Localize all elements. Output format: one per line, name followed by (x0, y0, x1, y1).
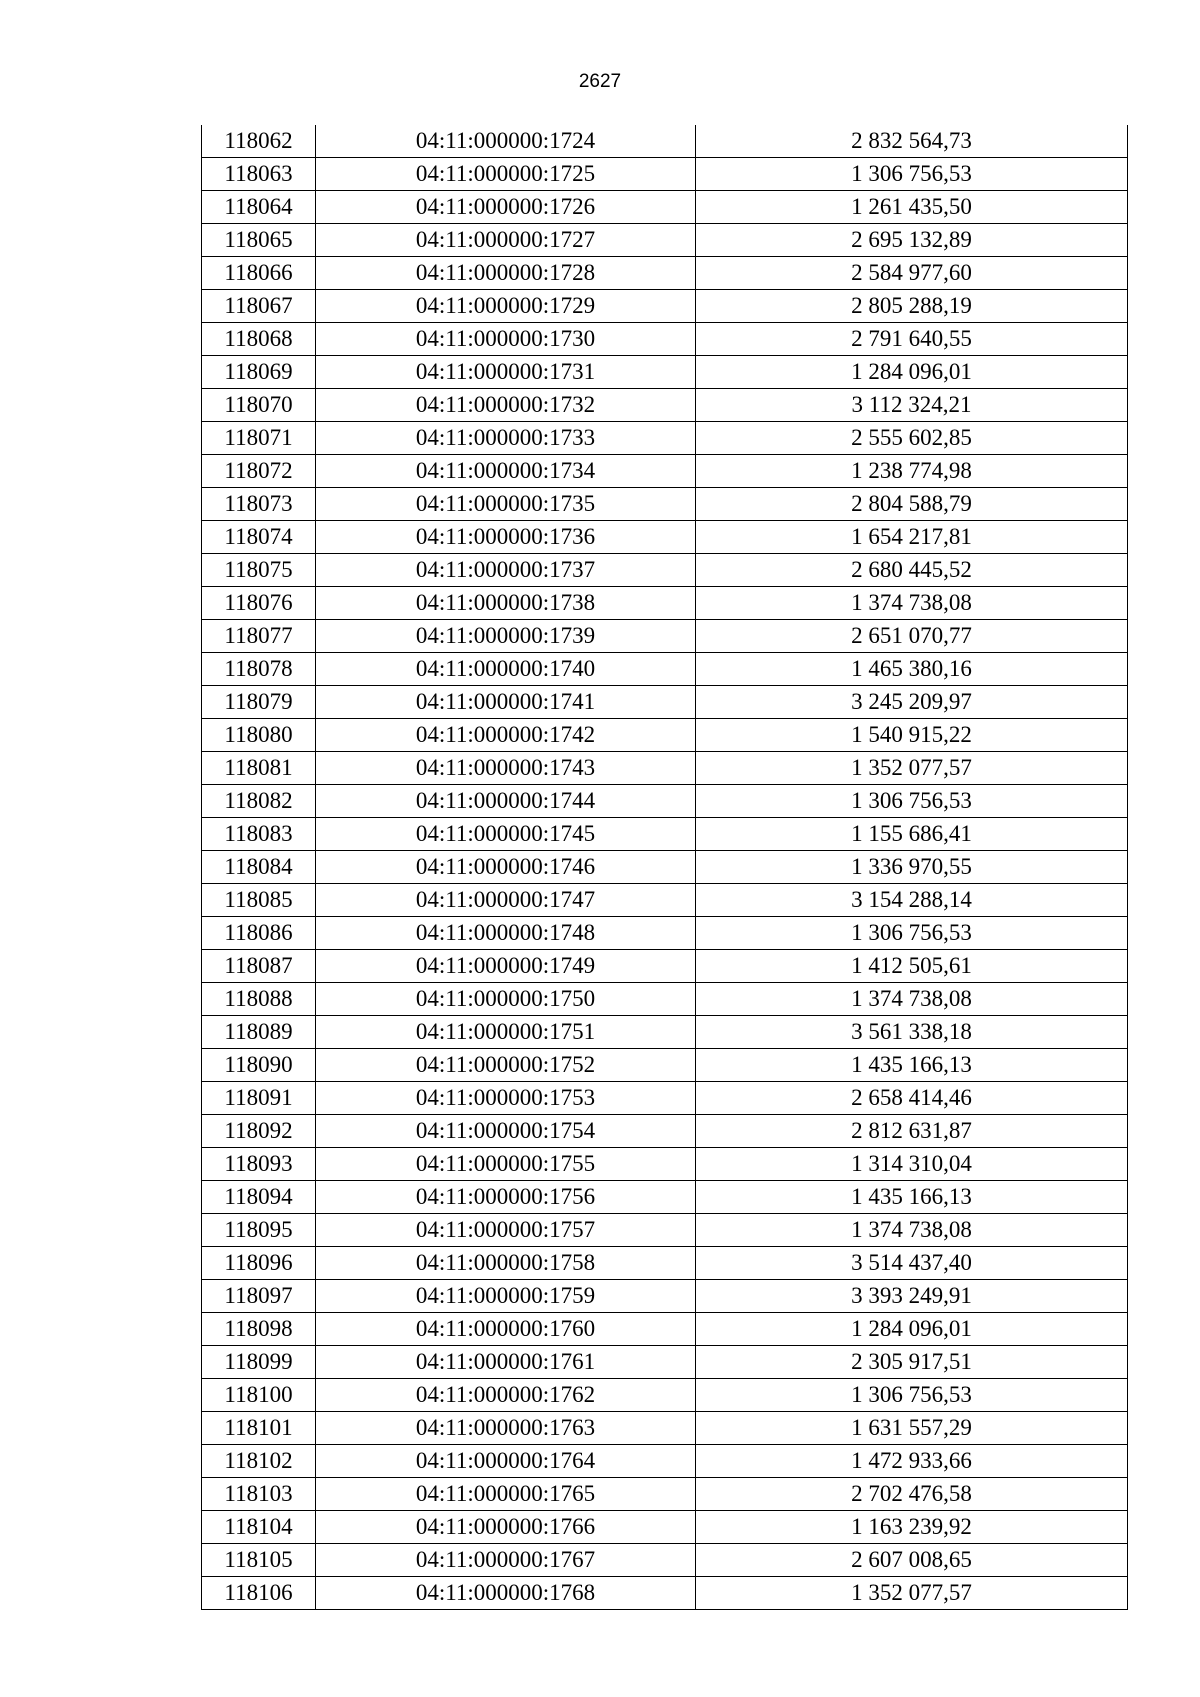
cadastral-number-cell: 04:11:000000:1745 (316, 818, 696, 851)
row-id-cell: 118068 (202, 323, 316, 356)
cadastral-number-cell: 04:11:000000:1731 (316, 356, 696, 389)
cadastral-value-cell: 2 658 414,46 (696, 1082, 1128, 1115)
table-row (202, 983, 1128, 1016)
cadastral-number-cell: 04:11:000000:1733 (316, 422, 696, 455)
table-row (202, 1016, 1128, 1049)
table-row (202, 686, 1128, 719)
cadastral-number-cell: 04:11:000000:1754 (316, 1115, 696, 1148)
row-id-cell: 118082 (202, 785, 316, 818)
row-id-cell: 118100 (202, 1379, 316, 1412)
cadastral-number-cell: 04:11:000000:1727 (316, 224, 696, 257)
row-id-cell: 118073 (202, 488, 316, 521)
cadastral-value-cell: 2 695 132,89 (696, 224, 1128, 257)
cadastral-value-cell: 1 306 756,53 (696, 917, 1128, 950)
cadastral-value-cell: 1 284 096,01 (696, 1313, 1128, 1346)
cadastral-value-cell: 1 472 933,66 (696, 1445, 1128, 1478)
row-id-cell: 118092 (202, 1115, 316, 1148)
table-row (202, 653, 1128, 686)
cadastral-number-cell: 04:11:000000:1746 (316, 851, 696, 884)
table-body (202, 125, 1128, 1610)
cadastral-value-cell: 1 284 096,01 (696, 356, 1128, 389)
table-row (202, 158, 1128, 191)
table-row (202, 1412, 1128, 1445)
cadastral-number-cell: 04:11:000000:1738 (316, 587, 696, 620)
table-row (202, 1214, 1128, 1247)
row-id-cell: 118063 (202, 158, 316, 191)
table-row (202, 719, 1128, 752)
row-id-cell: 118080 (202, 719, 316, 752)
cadastral-value-cell: 3 112 324,21 (696, 389, 1128, 422)
table-row (202, 1511, 1128, 1544)
row-id-cell: 118098 (202, 1313, 316, 1346)
cadastral-number-cell: 04:11:000000:1757 (316, 1214, 696, 1247)
row-id-cell: 118062 (202, 125, 316, 158)
cadastral-value-cell: 2 305 917,51 (696, 1346, 1128, 1379)
cadastral-value-cell: 1 155 686,41 (696, 818, 1128, 851)
cadastral-value-cell: 2 584 977,60 (696, 257, 1128, 290)
table-row (202, 1313, 1128, 1346)
table-row (202, 1478, 1128, 1511)
cadastral-value-cell: 1 465 380,16 (696, 653, 1128, 686)
table-row (202, 1544, 1128, 1577)
table-row (202, 356, 1128, 389)
cadastral-number-cell: 04:11:000000:1749 (316, 950, 696, 983)
cadastral-number-cell: 04:11:000000:1743 (316, 752, 696, 785)
row-id-cell: 118070 (202, 389, 316, 422)
table-row (202, 752, 1128, 785)
table-row (202, 389, 1128, 422)
table-row (202, 1115, 1128, 1148)
cadastral-value-cell: 1 374 738,08 (696, 587, 1128, 620)
row-id-cell: 118083 (202, 818, 316, 851)
cadastral-value-table (201, 125, 1128, 1610)
row-id-cell: 118084 (202, 851, 316, 884)
row-id-cell: 118105 (202, 1544, 316, 1577)
table-row (202, 455, 1128, 488)
cadastral-value-cell: 2 555 602,85 (696, 422, 1128, 455)
cadastral-value-cell: 2 791 640,55 (696, 323, 1128, 356)
table-row (202, 620, 1128, 653)
cadastral-number-cell: 04:11:000000:1728 (316, 257, 696, 290)
cadastral-number-cell: 04:11:000000:1732 (316, 389, 696, 422)
cadastral-value-cell: 2 702 476,58 (696, 1478, 1128, 1511)
cadastral-value-cell: 1 435 166,13 (696, 1181, 1128, 1214)
table-row (202, 818, 1128, 851)
cadastral-value-cell: 1 631 557,29 (696, 1412, 1128, 1445)
cadastral-value-cell: 3 393 249,91 (696, 1280, 1128, 1313)
row-id-cell: 118089 (202, 1016, 316, 1049)
cadastral-value-cell: 1 163 239,92 (696, 1511, 1128, 1544)
cadastral-value-cell: 1 352 077,57 (696, 752, 1128, 785)
cadastral-number-cell: 04:11:000000:1741 (316, 686, 696, 719)
cadastral-value-cell: 2 804 588,79 (696, 488, 1128, 521)
row-id-cell: 118094 (202, 1181, 316, 1214)
cadastral-number-cell: 04:11:000000:1737 (316, 554, 696, 587)
cadastral-number-cell: 04:11:000000:1753 (316, 1082, 696, 1115)
cadastral-value-cell: 2 607 008,65 (696, 1544, 1128, 1577)
cadastral-number-cell: 04:11:000000:1768 (316, 1577, 696, 1610)
cadastral-value-cell: 1 306 756,53 (696, 1379, 1128, 1412)
cadastral-number-cell: 04:11:000000:1763 (316, 1412, 696, 1445)
cadastral-value-cell: 2 680 445,52 (696, 554, 1128, 587)
cadastral-value-cell: 1 261 435,50 (696, 191, 1128, 224)
table-row (202, 422, 1128, 455)
cadastral-value-cell: 1 412 505,61 (696, 950, 1128, 983)
cadastral-value-cell: 1 336 970,55 (696, 851, 1128, 884)
cadastral-number-cell: 04:11:000000:1764 (316, 1445, 696, 1478)
row-id-cell: 118067 (202, 290, 316, 323)
cadastral-value-cell: 2 812 631,87 (696, 1115, 1128, 1148)
cadastral-value-cell: 2 805 288,19 (696, 290, 1128, 323)
row-id-cell: 118106 (202, 1577, 316, 1610)
row-id-cell: 118078 (202, 653, 316, 686)
table-row (202, 1148, 1128, 1181)
table-row (202, 125, 1128, 158)
table-row (202, 851, 1128, 884)
cadastral-number-cell: 04:11:000000:1761 (316, 1346, 696, 1379)
cadastral-number-cell: 04:11:000000:1742 (316, 719, 696, 752)
table-row (202, 917, 1128, 950)
table-row (202, 1247, 1128, 1280)
cadastral-number-cell: 04:11:000000:1730 (316, 323, 696, 356)
cadastral-value-cell: 2 651 070,77 (696, 620, 1128, 653)
row-id-cell: 118071 (202, 422, 316, 455)
table-row (202, 224, 1128, 257)
table-row (202, 257, 1128, 290)
cadastral-number-cell: 04:11:000000:1751 (316, 1016, 696, 1049)
row-id-cell: 118103 (202, 1478, 316, 1511)
cadastral-number-cell: 04:11:000000:1735 (316, 488, 696, 521)
cadastral-value-cell: 1 374 738,08 (696, 983, 1128, 1016)
row-id-cell: 118102 (202, 1445, 316, 1478)
cadastral-value-cell: 1 435 166,13 (696, 1049, 1128, 1082)
cadastral-number-cell: 04:11:000000:1747 (316, 884, 696, 917)
table-row (202, 1346, 1128, 1379)
cadastral-number-cell: 04:11:000000:1759 (316, 1280, 696, 1313)
row-id-cell: 118081 (202, 752, 316, 785)
cadastral-value-cell: 3 245 209,97 (696, 686, 1128, 719)
row-id-cell: 118101 (202, 1412, 316, 1445)
cadastral-number-cell: 04:11:000000:1758 (316, 1247, 696, 1280)
row-id-cell: 118097 (202, 1280, 316, 1313)
row-id-cell: 118076 (202, 587, 316, 620)
table-row (202, 488, 1128, 521)
cadastral-value-cell: 1 374 738,08 (696, 1214, 1128, 1247)
table-row (202, 191, 1128, 224)
cadastral-value-cell: 3 154 288,14 (696, 884, 1128, 917)
table-row (202, 1181, 1128, 1214)
cadastral-number-cell: 04:11:000000:1744 (316, 785, 696, 818)
table-row (202, 1049, 1128, 1082)
row-id-cell: 118074 (202, 521, 316, 554)
row-id-cell: 118088 (202, 983, 316, 1016)
cadastral-number-cell: 04:11:000000:1766 (316, 1511, 696, 1544)
row-id-cell: 118099 (202, 1346, 316, 1379)
cadastral-value-cell: 1 238 774,98 (696, 455, 1128, 488)
cadastral-number-cell: 04:11:000000:1740 (316, 653, 696, 686)
table-row (202, 950, 1128, 983)
cadastral-value-cell: 3 561 338,18 (696, 1016, 1128, 1049)
table-row (202, 884, 1128, 917)
table-row (202, 1379, 1128, 1412)
table-row (202, 587, 1128, 620)
table-row (202, 323, 1128, 356)
row-id-cell: 118093 (202, 1148, 316, 1181)
table-row (202, 1082, 1128, 1115)
cadastral-number-cell: 04:11:000000:1756 (316, 1181, 696, 1214)
cadastral-number-cell: 04:11:000000:1752 (316, 1049, 696, 1082)
table-row (202, 554, 1128, 587)
row-id-cell: 118095 (202, 1214, 316, 1247)
row-id-cell: 118079 (202, 686, 316, 719)
cadastral-number-cell: 04:11:000000:1748 (316, 917, 696, 950)
cadastral-number-cell: 04:11:000000:1767 (316, 1544, 696, 1577)
cadastral-number-cell: 04:11:000000:1734 (316, 455, 696, 488)
cadastral-number-cell: 04:11:000000:1724 (316, 125, 696, 158)
cadastral-value-cell: 1 352 077,57 (696, 1577, 1128, 1610)
row-id-cell: 118069 (202, 356, 316, 389)
row-id-cell: 118085 (202, 884, 316, 917)
row-id-cell: 118065 (202, 224, 316, 257)
table-row (202, 1445, 1128, 1478)
row-id-cell: 118091 (202, 1082, 316, 1115)
row-id-cell: 118087 (202, 950, 316, 983)
row-id-cell: 118064 (202, 191, 316, 224)
cadastral-value-cell: 1 306 756,53 (696, 785, 1128, 818)
row-id-cell: 118066 (202, 257, 316, 290)
cadastral-number-cell: 04:11:000000:1750 (316, 983, 696, 1016)
cadastral-number-cell: 04:11:000000:1765 (316, 1478, 696, 1511)
table-row (202, 1280, 1128, 1313)
row-id-cell: 118104 (202, 1511, 316, 1544)
cadastral-value-cell: 1 314 310,04 (696, 1148, 1128, 1181)
table-row (202, 785, 1128, 818)
cadastral-number-cell: 04:11:000000:1739 (316, 620, 696, 653)
cadastral-number-cell: 04:11:000000:1755 (316, 1148, 696, 1181)
cadastral-number-cell: 04:11:000000:1726 (316, 191, 696, 224)
cadastral-value-cell: 2 832 564,73 (696, 125, 1128, 158)
cadastral-value-cell: 1 306 756,53 (696, 158, 1128, 191)
row-id-cell: 118075 (202, 554, 316, 587)
cadastral-number-cell: 04:11:000000:1725 (316, 158, 696, 191)
row-id-cell: 118090 (202, 1049, 316, 1082)
page-number: 2627 (578, 71, 622, 92)
table-row (202, 1577, 1128, 1610)
cadastral-number-cell: 04:11:000000:1736 (316, 521, 696, 554)
row-id-cell: 118072 (202, 455, 316, 488)
cadastral-number-cell: 04:11:000000:1760 (316, 1313, 696, 1346)
cadastral-number-cell: 04:11:000000:1729 (316, 290, 696, 323)
table-row (202, 290, 1128, 323)
row-id-cell: 118086 (202, 917, 316, 950)
cadastral-value-cell: 1 540 915,22 (696, 719, 1128, 752)
cadastral-value-cell: 3 514 437,40 (696, 1247, 1128, 1280)
cadastral-number-cell: 04:11:000000:1762 (316, 1379, 696, 1412)
row-id-cell: 118096 (202, 1247, 316, 1280)
row-id-cell: 118077 (202, 620, 316, 653)
cadastral-value-cell: 1 654 217,81 (696, 521, 1128, 554)
table-row (202, 521, 1128, 554)
